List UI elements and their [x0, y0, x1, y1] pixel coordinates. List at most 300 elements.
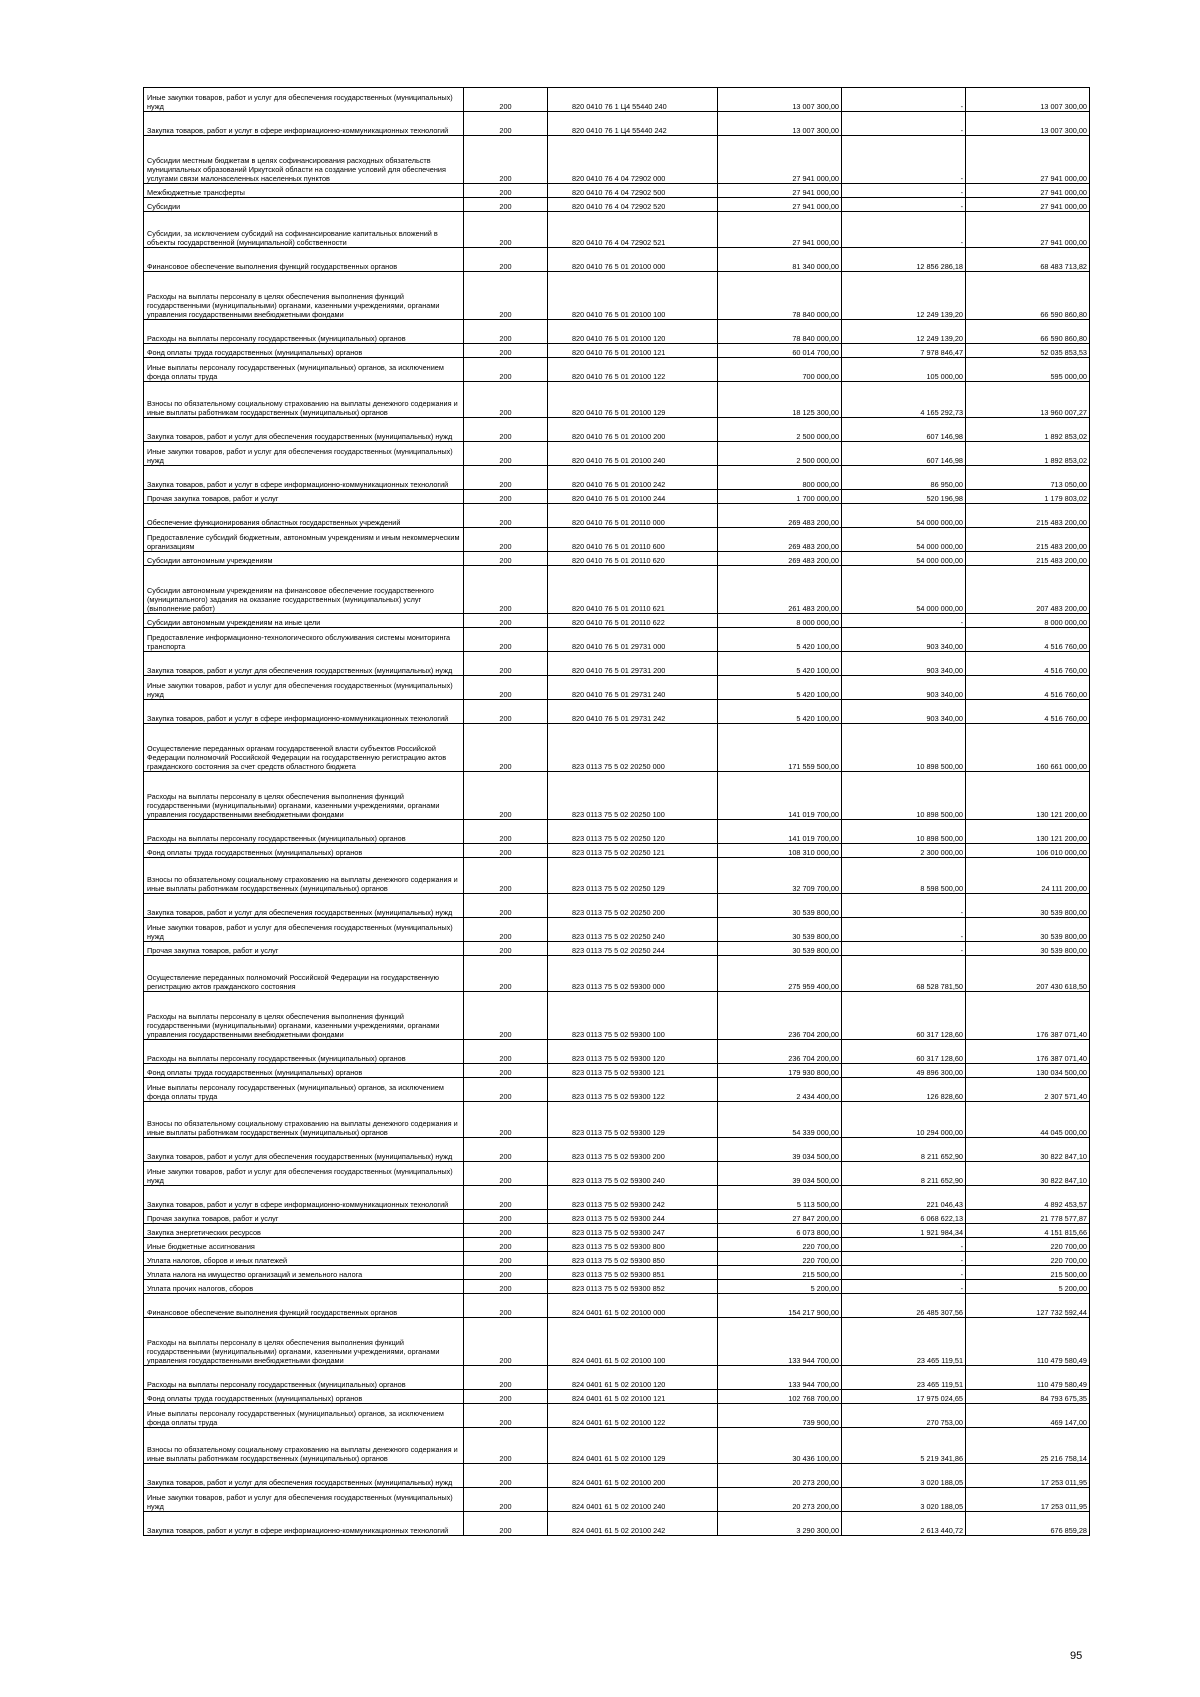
row-approved-amount: 27 941 000,00 — [718, 198, 842, 212]
table-row — [144, 1366, 1090, 1390]
row-approved-amount: 220 700,00 — [718, 1238, 842, 1252]
row-approved-amount: 215 500,00 — [718, 1266, 842, 1280]
row-executed-amount: 26 485 307,56 — [842, 1294, 966, 1318]
table-row — [144, 88, 1090, 112]
row-name: Прочая закупка товаров, работ и услуг — [144, 942, 464, 956]
row-executed-amount: - — [842, 1252, 966, 1266]
row-executed-amount: 4 165 292,73 — [842, 382, 966, 418]
row-executed-amount: - — [842, 894, 966, 918]
row-line-code: 200 — [464, 358, 548, 382]
row-budget-code: 823 0113 75 5 02 59300 242 — [548, 1186, 718, 1210]
table-row — [144, 1464, 1090, 1488]
table-row — [144, 566, 1090, 614]
row-unexecuted-amount: 27 941 000,00 — [966, 212, 1090, 248]
row-unexecuted-amount: 176 387 071,40 — [966, 992, 1090, 1040]
row-unexecuted-amount: 44 045 000,00 — [966, 1102, 1090, 1138]
table-row — [144, 504, 1090, 528]
row-unexecuted-amount: 2 307 571,40 — [966, 1078, 1090, 1102]
row-name: Закупка товаров, работ и услуг в сфере информационно-коммуникационных технологий — [144, 1186, 464, 1210]
row-name: Иные закупки товаров, работ и услуг для обеспечения государственных (муниципальных) нужд — [144, 1162, 464, 1186]
row-budget-code: 820 0410 76 4 04 72902 500 — [548, 184, 718, 198]
row-approved-amount: 20 273 200,00 — [718, 1488, 842, 1512]
row-line-code: 200 — [464, 1040, 548, 1064]
row-line-code: 200 — [464, 1366, 548, 1390]
table-row — [144, 198, 1090, 212]
row-name: Закупка товаров, работ и услуг в сфере информационно-коммуникационных технологий — [144, 700, 464, 724]
row-name: Закупка товаров, работ и услуг для обеспечения государственных (муниципальных) нужд — [144, 894, 464, 918]
row-line-code: 200 — [464, 272, 548, 320]
row-budget-code: 823 0113 75 5 02 20250 000 — [548, 724, 718, 772]
row-budget-code: 820 0410 76 4 04 72902 521 — [548, 212, 718, 248]
row-approved-amount: 700 000,00 — [718, 358, 842, 382]
row-name: Иные закупки товаров, работ и услуг для обеспечения государственных (муниципальных) нужд — [144, 442, 464, 466]
row-name: Субсидии местным бюджетам в целях софинансирования расходных обязательств муниципальных образований Иркутской области на создание условий для обеспечения услугами связи малонаселенных населенных пунктов — [144, 136, 464, 184]
row-name: Взносы по обязательному социальному страхованию на выплаты денежного содержания и иные выплаты работникам государственных (муниципальных) органов — [144, 858, 464, 894]
row-name: Субсидии автономным учреждениям — [144, 552, 464, 566]
row-budget-code: 823 0113 75 5 02 59300 800 — [548, 1238, 718, 1252]
row-approved-amount: 30 539 800,00 — [718, 918, 842, 942]
row-unexecuted-amount: 8 000 000,00 — [966, 614, 1090, 628]
row-unexecuted-amount: 27 941 000,00 — [966, 198, 1090, 212]
row-unexecuted-amount: 1 179 803,02 — [966, 490, 1090, 504]
table-row — [144, 700, 1090, 724]
row-line-code: 200 — [464, 772, 548, 820]
row-approved-amount: 1 700 000,00 — [718, 490, 842, 504]
row-approved-amount: 13 007 300,00 — [718, 112, 842, 136]
row-executed-amount: 3 020 188,05 — [842, 1464, 966, 1488]
row-unexecuted-amount: 1 892 853,02 — [966, 442, 1090, 466]
row-budget-code: 823 0113 75 5 02 59300 120 — [548, 1040, 718, 1064]
row-executed-amount: - — [842, 112, 966, 136]
row-budget-code: 823 0113 75 5 02 20250 200 — [548, 894, 718, 918]
row-unexecuted-amount: 30 822 847,10 — [966, 1138, 1090, 1162]
row-budget-code: 823 0113 75 5 02 59300 122 — [548, 1078, 718, 1102]
row-name: Иные выплаты персоналу государственных (муниципальных) органов, за исключением фонда оплаты труда — [144, 358, 464, 382]
row-budget-code: 823 0113 75 5 02 20250 121 — [548, 844, 718, 858]
row-executed-amount: 105 000,00 — [842, 358, 966, 382]
row-unexecuted-amount: 469 147,00 — [966, 1404, 1090, 1428]
row-line-code: 200 — [464, 198, 548, 212]
row-line-code: 200 — [464, 418, 548, 442]
row-executed-amount: 221 046,43 — [842, 1186, 966, 1210]
table-row — [144, 344, 1090, 358]
row-approved-amount: 18 125 300,00 — [718, 382, 842, 418]
table-row — [144, 820, 1090, 844]
row-approved-amount: 133 944 700,00 — [718, 1366, 842, 1390]
row-budget-code: 820 0410 76 4 04 72902 000 — [548, 136, 718, 184]
row-executed-amount: 6 068 622,13 — [842, 1210, 966, 1224]
row-budget-code: 820 0410 76 1 Ц4 55440 240 — [548, 88, 718, 112]
row-line-code: 200 — [464, 1294, 548, 1318]
row-approved-amount: 133 944 700,00 — [718, 1318, 842, 1366]
row-executed-amount: 54 000 000,00 — [842, 504, 966, 528]
row-unexecuted-amount: 4 516 760,00 — [966, 676, 1090, 700]
table-row — [144, 724, 1090, 772]
row-budget-code: 823 0113 75 5 02 59300 247 — [548, 1224, 718, 1238]
row-budget-code: 820 0410 76 5 01 20100 244 — [548, 490, 718, 504]
row-approved-amount: 179 930 800,00 — [718, 1064, 842, 1078]
row-executed-amount: 607 146,98 — [842, 442, 966, 466]
row-name: Финансовое обеспечение выполнения функций государственных органов — [144, 248, 464, 272]
table-row — [144, 1404, 1090, 1428]
row-budget-code: 820 0410 76 5 01 29731 240 — [548, 676, 718, 700]
row-name: Расходы на выплаты персоналу в целях обеспечения выполнения функций государственными (муниципальными) органами, казенными учреждениями, органами управления государственными внебюджетными фондами — [144, 992, 464, 1040]
row-budget-code: 820 0410 76 5 01 20100 242 — [548, 466, 718, 490]
row-line-code: 200 — [464, 466, 548, 490]
row-budget-code: 824 0401 61 5 02 20100 120 — [548, 1366, 718, 1390]
row-line-code: 200 — [464, 212, 548, 248]
row-line-code: 200 — [464, 894, 548, 918]
row-executed-amount: - — [842, 88, 966, 112]
table-row — [144, 1266, 1090, 1280]
row-approved-amount: 27 941 000,00 — [718, 184, 842, 198]
row-name: Иные закупки товаров, работ и услуг для обеспечения государственных (муниципальных) нужд — [144, 1488, 464, 1512]
table-row — [144, 1138, 1090, 1162]
row-executed-amount: 10 898 500,00 — [842, 772, 966, 820]
row-line-code: 200 — [464, 184, 548, 198]
row-unexecuted-amount: 215 483 200,00 — [966, 528, 1090, 552]
row-executed-amount: - — [842, 212, 966, 248]
row-unexecuted-amount: 17 253 011,95 — [966, 1464, 1090, 1488]
row-name: Взносы по обязательному социальному страхованию на выплаты денежного содержания и иные выплаты работникам государственных (муниципальных) органов — [144, 1428, 464, 1464]
row-unexecuted-amount: 84 793 675,35 — [966, 1390, 1090, 1404]
row-name: Уплата налога на имущество организаций и земельного налога — [144, 1266, 464, 1280]
row-line-code: 200 — [464, 248, 548, 272]
row-name: Осуществление переданных полномочий Российской Федерации на государственную регистрацию актов гражданского состояния — [144, 956, 464, 992]
row-line-code: 200 — [464, 528, 548, 552]
table-row — [144, 1252, 1090, 1266]
row-line-code: 200 — [464, 1078, 548, 1102]
row-name: Закупка товаров, работ и услуг для обеспечения государственных (муниципальных) нужд — [144, 1138, 464, 1162]
row-executed-amount: 5 219 341,86 — [842, 1428, 966, 1464]
row-line-code: 200 — [464, 136, 548, 184]
table-row — [144, 858, 1090, 894]
row-name: Субсидии — [144, 198, 464, 212]
table-row — [144, 466, 1090, 490]
row-budget-code: 820 0410 76 5 01 20110 620 — [548, 552, 718, 566]
row-unexecuted-amount: 66 590 860,80 — [966, 272, 1090, 320]
row-unexecuted-amount: 215 483 200,00 — [966, 552, 1090, 566]
row-line-code: 200 — [464, 490, 548, 504]
row-approved-amount: 13 007 300,00 — [718, 88, 842, 112]
row-executed-amount: - — [842, 1238, 966, 1252]
row-name: Обеспечение функционирования областных государственных учреждений — [144, 504, 464, 528]
table-row — [144, 1224, 1090, 1238]
row-line-code: 200 — [464, 1464, 548, 1488]
row-approved-amount: 236 704 200,00 — [718, 1040, 842, 1064]
row-budget-code: 823 0113 75 5 02 59300 852 — [548, 1280, 718, 1294]
row-executed-amount: - — [842, 1280, 966, 1294]
table-row — [144, 552, 1090, 566]
row-unexecuted-amount: 13 007 300,00 — [966, 112, 1090, 136]
row-unexecuted-amount: 130 121 200,00 — [966, 820, 1090, 844]
table-row — [144, 418, 1090, 442]
table-row — [144, 1428, 1090, 1464]
row-executed-amount: 8 211 652,90 — [842, 1162, 966, 1186]
row-executed-amount: 68 528 781,50 — [842, 956, 966, 992]
row-unexecuted-amount: 30 539 800,00 — [966, 942, 1090, 956]
row-approved-amount: 60 014 700,00 — [718, 344, 842, 358]
row-budget-code: 823 0113 75 5 02 59300 129 — [548, 1102, 718, 1138]
table-row — [144, 320, 1090, 344]
row-unexecuted-amount: 130 034 500,00 — [966, 1064, 1090, 1078]
row-unexecuted-amount: 25 216 758,14 — [966, 1428, 1090, 1464]
row-unexecuted-amount: 676 859,28 — [966, 1512, 1090, 1536]
row-budget-code: 824 0401 61 5 02 20100 100 — [548, 1318, 718, 1366]
table-row — [144, 918, 1090, 942]
row-approved-amount: 39 034 500,00 — [718, 1162, 842, 1186]
row-line-code: 200 — [464, 1390, 548, 1404]
row-budget-code: 820 0410 76 5 01 20110 000 — [548, 504, 718, 528]
row-budget-code: 820 0410 76 5 01 20100 240 — [548, 442, 718, 466]
budget-execution-table — [143, 87, 1090, 1536]
row-approved-amount: 5 420 100,00 — [718, 700, 842, 724]
table-row — [144, 628, 1090, 652]
row-budget-code: 824 0401 61 5 02 20100 200 — [548, 1464, 718, 1488]
row-line-code: 200 — [464, 614, 548, 628]
row-approved-amount: 2 500 000,00 — [718, 418, 842, 442]
row-name: Взносы по обязательному социальному страхованию на выплаты денежного содержания и иные выплаты работникам государственных (муниципальных) органов — [144, 1102, 464, 1138]
row-name: Иные закупки товаров, работ и услуг для обеспечения государственных (муниципальных) нужд — [144, 918, 464, 942]
row-approved-amount: 5 420 100,00 — [718, 676, 842, 700]
row-budget-code: 820 0410 76 4 04 72902 520 — [548, 198, 718, 212]
row-executed-amount: 17 975 024,65 — [842, 1390, 966, 1404]
row-line-code: 200 — [464, 1252, 548, 1266]
row-name: Осуществление переданных органам государственной власти субъектов Российской Федерации полномочий Российской Федерации на государственную регистрацию актов гражданского состояния за счет средств областного бюджета — [144, 724, 464, 772]
row-line-code: 200 — [464, 1138, 548, 1162]
row-executed-amount: 126 828,60 — [842, 1078, 966, 1102]
row-budget-code: 824 0401 61 5 02 20100 242 — [548, 1512, 718, 1536]
row-unexecuted-amount: 713 050,00 — [966, 466, 1090, 490]
row-executed-amount: 607 146,98 — [842, 418, 966, 442]
row-executed-amount: 10 898 500,00 — [842, 820, 966, 844]
row-line-code: 200 — [464, 1318, 548, 1366]
row-budget-code: 823 0113 75 5 02 59300 850 — [548, 1252, 718, 1266]
table-row — [144, 1102, 1090, 1138]
row-approved-amount: 171 559 500,00 — [718, 724, 842, 772]
row-executed-amount: 12 249 139,20 — [842, 320, 966, 344]
row-name: Закупка товаров, работ и услуг для обеспечения государственных (муниципальных) нужд — [144, 418, 464, 442]
row-budget-code: 820 0410 76 5 01 20100 200 — [548, 418, 718, 442]
row-name: Предоставление субсидий бюджетным, автономным учреждениям и иным некоммерческим организациям — [144, 528, 464, 552]
row-approved-amount: 269 483 200,00 — [718, 528, 842, 552]
table-row — [144, 942, 1090, 956]
row-executed-amount: 49 896 300,00 — [842, 1064, 966, 1078]
row-budget-code: 823 0113 75 5 02 20250 120 — [548, 820, 718, 844]
row-budget-code: 820 0410 76 5 01 20110 621 — [548, 566, 718, 614]
row-unexecuted-amount: 24 111 200,00 — [966, 858, 1090, 894]
row-executed-amount: - — [842, 942, 966, 956]
row-executed-amount: 54 000 000,00 — [842, 528, 966, 552]
row-unexecuted-amount: 30 822 847,10 — [966, 1162, 1090, 1186]
row-unexecuted-amount: 5 200,00 — [966, 1280, 1090, 1294]
table-row — [144, 1488, 1090, 1512]
row-line-code: 200 — [464, 1428, 548, 1464]
row-approved-amount: 6 073 800,00 — [718, 1224, 842, 1238]
table-row — [144, 1390, 1090, 1404]
row-unexecuted-amount: 30 539 800,00 — [966, 894, 1090, 918]
row-line-code: 200 — [464, 1404, 548, 1428]
row-line-code: 200 — [464, 1280, 548, 1294]
row-approved-amount: 27 941 000,00 — [718, 212, 842, 248]
row-approved-amount: 220 700,00 — [718, 1252, 842, 1266]
row-name: Иные бюджетные ассигнования — [144, 1238, 464, 1252]
row-line-code: 200 — [464, 112, 548, 136]
table-row — [144, 1064, 1090, 1078]
row-budget-code: 820 0410 76 5 01 20110 600 — [548, 528, 718, 552]
row-budget-code: 824 0401 61 5 02 20100 122 — [548, 1404, 718, 1428]
row-name: Взносы по обязательному социальному страхованию на выплаты денежного содержания и иные выплаты работникам государственных (муниципальных) органов — [144, 382, 464, 418]
row-name: Фонд оплаты труда государственных (муниципальных) органов — [144, 344, 464, 358]
row-approved-amount: 5 113 500,00 — [718, 1186, 842, 1210]
row-approved-amount: 78 840 000,00 — [718, 320, 842, 344]
row-unexecuted-amount: 1 892 853,02 — [966, 418, 1090, 442]
row-budget-code: 824 0401 61 5 02 20100 121 — [548, 1390, 718, 1404]
row-line-code: 200 — [464, 1488, 548, 1512]
row-executed-amount: - — [842, 198, 966, 212]
row-budget-code: 823 0113 75 5 02 20250 100 — [548, 772, 718, 820]
row-unexecuted-amount: 215 483 200,00 — [966, 504, 1090, 528]
row-line-code: 200 — [464, 1064, 548, 1078]
row-unexecuted-amount: 17 253 011,95 — [966, 1488, 1090, 1512]
row-budget-code: 823 0113 75 5 02 59300 100 — [548, 992, 718, 1040]
row-unexecuted-amount: 160 661 000,00 — [966, 724, 1090, 772]
row-line-code: 200 — [464, 1512, 548, 1536]
table-row — [144, 528, 1090, 552]
row-approved-amount: 32 709 700,00 — [718, 858, 842, 894]
row-budget-code: 820 0410 76 5 01 20100 129 — [548, 382, 718, 418]
table-row — [144, 652, 1090, 676]
row-approved-amount: 8 000 000,00 — [718, 614, 842, 628]
row-approved-amount: 154 217 900,00 — [718, 1294, 842, 1318]
row-name: Уплата прочих налогов, сборов — [144, 1280, 464, 1294]
row-name: Субсидии автономным учреждениям на финансовое обеспечение государственного (муниципального) задания на оказание государственных (муниципальных) услуг (выполнение работ) — [144, 566, 464, 614]
row-unexecuted-amount: 4 151 815,66 — [966, 1224, 1090, 1238]
row-line-code: 200 — [464, 820, 548, 844]
table-row — [144, 1040, 1090, 1064]
table-row — [144, 442, 1090, 466]
row-executed-amount: 270 753,00 — [842, 1404, 966, 1428]
row-line-code: 200 — [464, 1210, 548, 1224]
row-name: Иные выплаты персоналу государственных (муниципальных) органов, за исключением фонда оплаты труда — [144, 1078, 464, 1102]
row-budget-code: 820 0410 76 5 01 20100 100 — [548, 272, 718, 320]
row-unexecuted-amount: 110 479 580,49 — [966, 1318, 1090, 1366]
row-name: Субсидии, за исключением субсидий на софинансирование капитальных вложений в объекты государственной (муниципальной) собственности — [144, 212, 464, 248]
row-budget-code: 823 0113 75 5 02 59300 121 — [548, 1064, 718, 1078]
table-row — [144, 956, 1090, 992]
row-executed-amount: - — [842, 184, 966, 198]
row-approved-amount: 2 434 400,00 — [718, 1078, 842, 1102]
table-row — [144, 676, 1090, 700]
row-unexecuted-amount: 130 121 200,00 — [966, 772, 1090, 820]
table-row — [144, 358, 1090, 382]
row-approved-amount: 5 200,00 — [718, 1280, 842, 1294]
row-executed-amount: 60 317 128,60 — [842, 1040, 966, 1064]
row-executed-amount: - — [842, 918, 966, 942]
row-approved-amount: 39 034 500,00 — [718, 1138, 842, 1162]
row-line-code: 200 — [464, 956, 548, 992]
row-budget-code: 823 0113 75 5 02 59300 851 — [548, 1266, 718, 1280]
row-name: Закупка энергетических ресурсов — [144, 1224, 464, 1238]
row-name: Расходы на выплаты персоналу в целях обеспечения выполнения функций государственными (муниципальными) органами, казенными учреждениями, органами управления государственными внебюджетными фондами — [144, 772, 464, 820]
table-row — [144, 136, 1090, 184]
row-budget-code: 820 0410 76 5 01 20100 000 — [548, 248, 718, 272]
table-row — [144, 1238, 1090, 1252]
row-budget-code: 823 0113 75 5 02 59300 240 — [548, 1162, 718, 1186]
row-unexecuted-amount: 4 892 453,57 — [966, 1186, 1090, 1210]
table-row — [144, 992, 1090, 1040]
row-line-code: 200 — [464, 320, 548, 344]
row-executed-amount: 903 340,00 — [842, 700, 966, 724]
row-line-code: 200 — [464, 1186, 548, 1210]
table-row — [144, 184, 1090, 198]
row-approved-amount: 27 847 200,00 — [718, 1210, 842, 1224]
row-budget-code: 820 0410 76 5 01 29731 000 — [548, 628, 718, 652]
row-line-code: 200 — [464, 344, 548, 358]
row-unexecuted-amount: 127 732 592,44 — [966, 1294, 1090, 1318]
row-executed-amount: 8 598 500,00 — [842, 858, 966, 894]
row-executed-amount: 3 020 188,05 — [842, 1488, 966, 1512]
row-unexecuted-amount: 52 035 853,53 — [966, 344, 1090, 358]
row-unexecuted-amount: 215 500,00 — [966, 1266, 1090, 1280]
row-approved-amount: 30 539 800,00 — [718, 894, 842, 918]
row-budget-code: 820 0410 76 5 01 20110 622 — [548, 614, 718, 628]
row-budget-code: 820 0410 76 5 01 20100 120 — [548, 320, 718, 344]
row-unexecuted-amount: 13 960 007,27 — [966, 382, 1090, 418]
row-line-code: 200 — [464, 1266, 548, 1280]
row-budget-code: 823 0113 75 5 02 59300 000 — [548, 956, 718, 992]
row-approved-amount: 2 500 000,00 — [718, 442, 842, 466]
row-executed-amount: - — [842, 1266, 966, 1280]
row-name: Прочая закупка товаров, работ и услуг — [144, 490, 464, 504]
row-budget-code: 823 0113 75 5 02 20250 129 — [548, 858, 718, 894]
row-executed-amount: 54 000 000,00 — [842, 566, 966, 614]
table-row — [144, 1318, 1090, 1366]
row-name: Закупка товаров, работ и услуг в сфере информационно-коммуникационных технологий — [144, 112, 464, 136]
row-approved-amount: 261 483 200,00 — [718, 566, 842, 614]
row-unexecuted-amount: 207 483 200,00 — [966, 566, 1090, 614]
row-approved-amount: 3 290 300,00 — [718, 1512, 842, 1536]
row-approved-amount: 800 000,00 — [718, 466, 842, 490]
row-line-code: 200 — [464, 918, 548, 942]
row-line-code: 200 — [464, 504, 548, 528]
row-unexecuted-amount: 4 516 760,00 — [966, 652, 1090, 676]
row-executed-amount: 86 950,00 — [842, 466, 966, 490]
table-row — [144, 212, 1090, 248]
row-line-code: 200 — [464, 992, 548, 1040]
row-unexecuted-amount: 27 941 000,00 — [966, 184, 1090, 198]
row-executed-amount: 2 613 440,72 — [842, 1512, 966, 1536]
row-budget-code: 820 0410 76 5 01 20100 122 — [548, 358, 718, 382]
row-approved-amount: 269 483 200,00 — [718, 552, 842, 566]
row-unexecuted-amount: 106 010 000,00 — [966, 844, 1090, 858]
row-approved-amount: 20 273 200,00 — [718, 1464, 842, 1488]
row-executed-amount: 23 465 119,51 — [842, 1366, 966, 1390]
row-approved-amount: 102 768 700,00 — [718, 1390, 842, 1404]
page-number: 95 — [1070, 1650, 1083, 1662]
row-approved-amount: 269 483 200,00 — [718, 504, 842, 528]
row-unexecuted-amount: 66 590 860,80 — [966, 320, 1090, 344]
row-budget-code: 823 0113 75 5 02 20250 244 — [548, 942, 718, 956]
row-approved-amount: 54 339 000,00 — [718, 1102, 842, 1138]
table-row — [144, 1512, 1090, 1536]
row-unexecuted-amount: 30 539 800,00 — [966, 918, 1090, 942]
row-unexecuted-amount: 110 479 580,49 — [966, 1366, 1090, 1390]
row-unexecuted-amount: 21 778 577,87 — [966, 1210, 1090, 1224]
row-name: Расходы на выплаты персоналу государственных (муниципальных) органов — [144, 1366, 464, 1390]
row-name: Фонд оплаты труда государственных (муниципальных) органов — [144, 844, 464, 858]
row-line-code: 200 — [464, 88, 548, 112]
